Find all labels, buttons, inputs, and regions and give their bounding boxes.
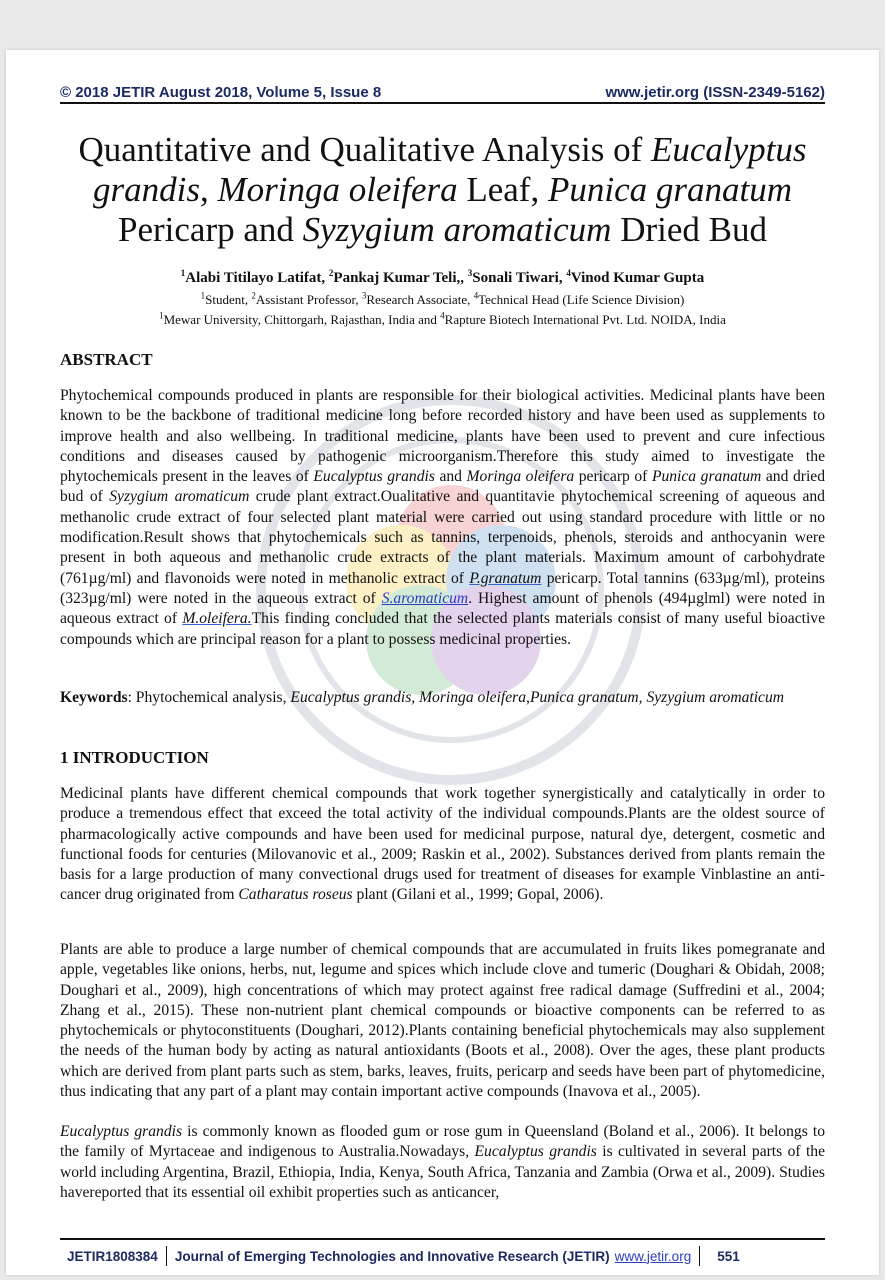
page-number: 551	[717, 1248, 740, 1264]
introduction-heading: 1 INTRODUCTION	[60, 748, 209, 767]
footer-website-link[interactable]: www.jetir.org	[614, 1248, 692, 1264]
intro-paragraph-3: Eucalyptus grandis is commonly known as flooded gum or rose gum in Queensland (Boland et al., 2006). It belongs to the family of Myrtaceae and indigenous to Australia.Nowadays, Eucalyptus grandis is cultivated in several parts of the world including Argentina, Brazil, Ethiopia, India, Kenya, South Africa, Tanzania and Zambia (Orwa et al., 2009). Studies havereported that its essential oil exhibit properties such as anticancer,	[60, 1123, 825, 1201]
keywords-line: Keywords: Phytochemical analysis, Eucalyptus grandis, Moringa oleifera,Punica granatum, Syzygium aromaticum	[60, 689, 785, 706]
abstract-body: Phytochemical compounds produced in plants are responsible for their biological activities. Medicinal plants have been known to be the backbone of traditional medicine long before recorded history and have been used as supplements to improve health and also wellbeing. In traditional medicine, plants have been used to prevent and cure infectious conditions and diseases caused by pathogenic microorganism.Therefore this study aimed to investigate the phytochemicals present in the leaves of Eucalyptus grandis and Moringa oleifera pericarp of Punica granatum and dried bud of Syzygium aromaticum crude plant extract.Oualitative and quantitavie phytochemical screening of aqueous and methanolic crude extract of four selected plant material were carried out using standard procedure with little or no modification.Result shows that phytochemicals such as tannins, terpenoids, phenols, steroids and anthocyanin were present in both aqueous and methanolic crude extracts of the plant materials. Maximum amount of carbohydrate (761µg/ml) and flavonoids were noted in methanolic extract of P.granatum pericarp. Total tannins (633µg/ml), proteins (323µg/ml) were noted in the aqueous extract of S.aromaticum. Highest amount of phenols (494µglml) were noted in aqueous extract of M.oleifera.This finding concluded that the selected plants materials consist of many useful bioactive compounds which are principal reason for a plant to possess medicinal properties.	[60, 387, 826, 648]
page-footer	[60, 1238, 825, 1266]
header-journal-info: © 2018 JETIR August 2018, Volume 5, Issue 8	[60, 84, 382, 101]
abstract-heading: ABSTRACT	[60, 350, 153, 369]
author-list: $^1$Alabi Titilayo Latifat, $^2$Pankaj Kumar Teli,, $^3$Sonali Tiwari, $^4$Vinod Kumar Gupta	[180, 268, 705, 286]
author-roles: $^1$Student, $^2$Assistant Professor, $^3$Research Associate, $^4$Technical Head (Life Science Division)	[200, 290, 685, 307]
intro-paragraph-2: Plants are able to produce a large number of chemical compounds that are accumulated in fruits likes pomegranate and apple, vegetables like onions, herbs, nut, legume and spices which include clove and tumeric (Doughari & Obidah, 2008; Doughari et al., 2009), high concentrations of which may protect against free radical damage (Suffredini et al., 2004; Zhang et al., 2015). These non-nutrient plant chemical compounds or bioactive components can be referred to as phytochemicals or phytoconstituents (Doughari, 2012).Plants containing beneficial phytochemicals may also supplement the needs of the human body by acting as natural antioxidants (Boots et al., 2008). Over the ages, these plant products which are derived from plant parts such as stem, barks, leaves, fruits, pericarp and seeds have been part of phytomedicine, thus indicating that any part of a plant may contain important active compounds (Inavova et al., 2005).	[60, 941, 825, 1101]
intro-paragraph-1: Medicinal plants have different chemical compounds that work together synergistically and catalytically in order to produce a tremendous effect that exceed the total activity of the individual compounds.Plants are the oldest source of pharmacologically active compounds and have been used for medicinal purpose, natural dye, detergent, cosmetic and functional foods for centuries (Milovanovic et al., 2009; Raskin et al., 2002). Substances derived from plants remain the basis for a large production of many convectional drugs used for treatment of diseases for example Vinblastine an anti-cancer drug originated from Catharatus roseus plant (Gilani et al., 1999; Gopal, 2006).	[60, 785, 825, 904]
footer-divider	[699, 1246, 700, 1266]
running-header	[60, 84, 825, 104]
document-page	[6, 50, 879, 1275]
paper-title: Quantitative and Qualitative Analysis of Eucalyptus grandis, Moringa oleifera Leaf, Punica granatum Pericarp and Syzygium aromaticum Dried Bud	[78, 130, 807, 249]
footer-journal-name: Journal of Emerging Technologies and Innovative Research (JETIR)	[174, 1248, 610, 1264]
header-website-issn: www.jetir.org (ISSN-2349-5162)	[605, 84, 825, 101]
footer-divider	[166, 1246, 167, 1266]
footer-article-id: JETIR1808384	[67, 1248, 158, 1264]
author-affiliations: $^1$Mewar University, Chittorgarh, Rajasthan, India and $^4$Rapture Biotech International Pvt. Ltd. NOIDA, India	[159, 310, 726, 327]
